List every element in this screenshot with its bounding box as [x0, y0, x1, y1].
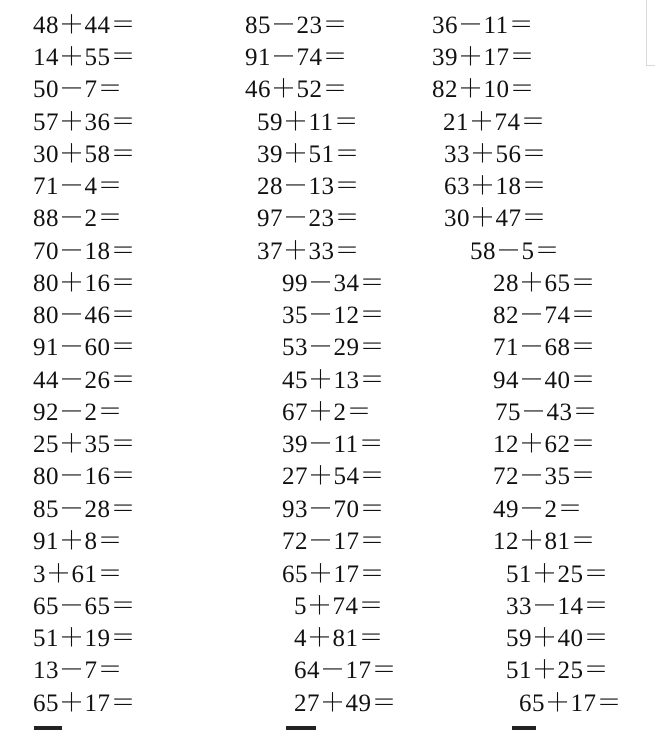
equation-row — [0, 399, 655, 431]
equation-row — [0, 593, 655, 625]
equation-row — [0, 528, 655, 560]
equation-col-3: 51＋25＝ — [506, 561, 610, 588]
equation-col-2: 27＋54＝ — [282, 463, 386, 490]
equation-col-3: 82＋10＝ — [432, 76, 536, 103]
equation-col-2: 46＋52＝ — [245, 76, 349, 103]
equation-row — [0, 625, 655, 657]
equation-col-1: 65－65＝ — [33, 593, 137, 620]
equation-col-1: 91＋8＝ — [33, 528, 124, 555]
equation-col-3: 71－68＝ — [493, 334, 597, 361]
equation-col-3: 51＋25＝ — [506, 657, 610, 684]
equation-col-3: 21＋74＝ — [443, 109, 547, 136]
equation-col-1: 50－7＝ — [33, 76, 124, 103]
equation-col-1: 71－4＝ — [33, 173, 124, 200]
equation-col-2: 37＋33＝ — [257, 238, 361, 265]
equation-col-1: 14＋55＝ — [33, 44, 137, 71]
equation-col-1: 88－2＝ — [33, 205, 124, 232]
equation-col-3: 59＋40＝ — [506, 625, 610, 652]
equation-col-2: 99－34＝ — [282, 270, 386, 297]
equation-row — [0, 238, 655, 270]
equation-row — [0, 173, 655, 205]
equation-row — [0, 657, 655, 689]
equation-row — [0, 109, 655, 141]
equation-col-1: 91－60＝ — [33, 334, 137, 361]
equation-col-1: 13－7＝ — [33, 657, 124, 684]
equation-row — [0, 463, 655, 495]
equation-row — [0, 334, 655, 366]
equation-col-1: 48＋44＝ — [33, 12, 137, 39]
equation-col-1: 44－26＝ — [33, 367, 137, 394]
equation-col-2: 97－23＝ — [257, 205, 361, 232]
equation-row — [0, 76, 655, 108]
equation-row — [0, 44, 655, 76]
equation-col-3: 82－74＝ — [493, 302, 597, 329]
equation-col-1: 70－18＝ — [33, 238, 137, 265]
equation-col-3: 12＋81＝ — [493, 528, 597, 555]
equation-col-2: 72－17＝ — [282, 528, 386, 555]
equation-col-2: 27＋49＝ — [294, 690, 398, 717]
equation-row — [0, 205, 655, 237]
equation-col-1: 92－2＝ — [33, 399, 124, 426]
equation-row — [0, 367, 655, 399]
equation-col-3: 30＋47＝ — [444, 205, 548, 232]
equation-col-1: 51＋19＝ — [33, 625, 137, 652]
equation-col-3: 33＋56＝ — [444, 141, 548, 168]
equation-col-2: 4＋81＝ — [294, 625, 385, 652]
equation-row — [0, 496, 655, 528]
equation-col-1: 25＋35＝ — [33, 431, 137, 458]
equation-col-2: 93－70＝ — [282, 496, 386, 523]
equation-col-2: 39＋51＝ — [257, 141, 361, 168]
equation-col-3: 75－43＝ — [495, 399, 599, 426]
equation-col-3: 94－40＝ — [493, 367, 597, 394]
equation-col-2: 64－17＝ — [294, 657, 398, 684]
equation-col-2: 91－74＝ — [245, 44, 349, 71]
equation-row — [0, 270, 655, 302]
equation-col-3: 72－35＝ — [493, 463, 597, 490]
equation-col-2: 67＋2＝ — [282, 399, 373, 426]
equation-col-2: 39－11＝ — [282, 431, 385, 458]
equation-col-3: 36－11＝ — [432, 12, 535, 39]
equation-col-1: 80＋16＝ — [33, 270, 137, 297]
equation-row — [0, 12, 655, 44]
equation-col-1: 80－16＝ — [33, 463, 137, 490]
equation-row — [0, 690, 655, 722]
equation-col-1: 3＋61＝ — [33, 561, 124, 588]
equation-row — [0, 141, 655, 173]
equation-col-3: 12＋62＝ — [493, 431, 597, 458]
equation-col-3: 33－14＝ — [506, 593, 610, 620]
equation-col-1: 80－46＝ — [33, 302, 137, 329]
cut-off-row-fragment — [0, 726, 655, 730]
equation-row — [0, 302, 655, 334]
equation-col-1: 85－28＝ — [33, 496, 137, 523]
equation-col-2: 35－12＝ — [282, 302, 386, 329]
equation-col-2: 45＋13＝ — [282, 367, 386, 394]
equation-col-2: 59＋11＝ — [257, 109, 360, 136]
equation-col-3: 49－2＝ — [493, 496, 584, 523]
equation-col-1: 65＋17＝ — [33, 690, 137, 717]
equation-col-2: 53－29＝ — [282, 334, 386, 361]
equation-col-2: 28－13＝ — [257, 173, 361, 200]
equation-col-3: 39＋17＝ — [432, 44, 536, 71]
equation-row — [0, 431, 655, 463]
equation-col-1: 57＋36＝ — [33, 109, 137, 136]
equation-col-3: 63＋18＝ — [444, 173, 548, 200]
equation-col-3: 58－5＝ — [470, 238, 561, 265]
equation-col-3: 28＋65＝ — [493, 270, 597, 297]
equation-col-3: 65＋17＝ — [519, 690, 623, 717]
equation-col-1: 30＋58＝ — [33, 141, 137, 168]
equation-col-2: 85－23＝ — [245, 12, 349, 39]
equation-col-2: 5＋74＝ — [294, 593, 385, 620]
equation-col-2: 65＋17＝ — [282, 561, 386, 588]
equation-row — [0, 561, 655, 593]
